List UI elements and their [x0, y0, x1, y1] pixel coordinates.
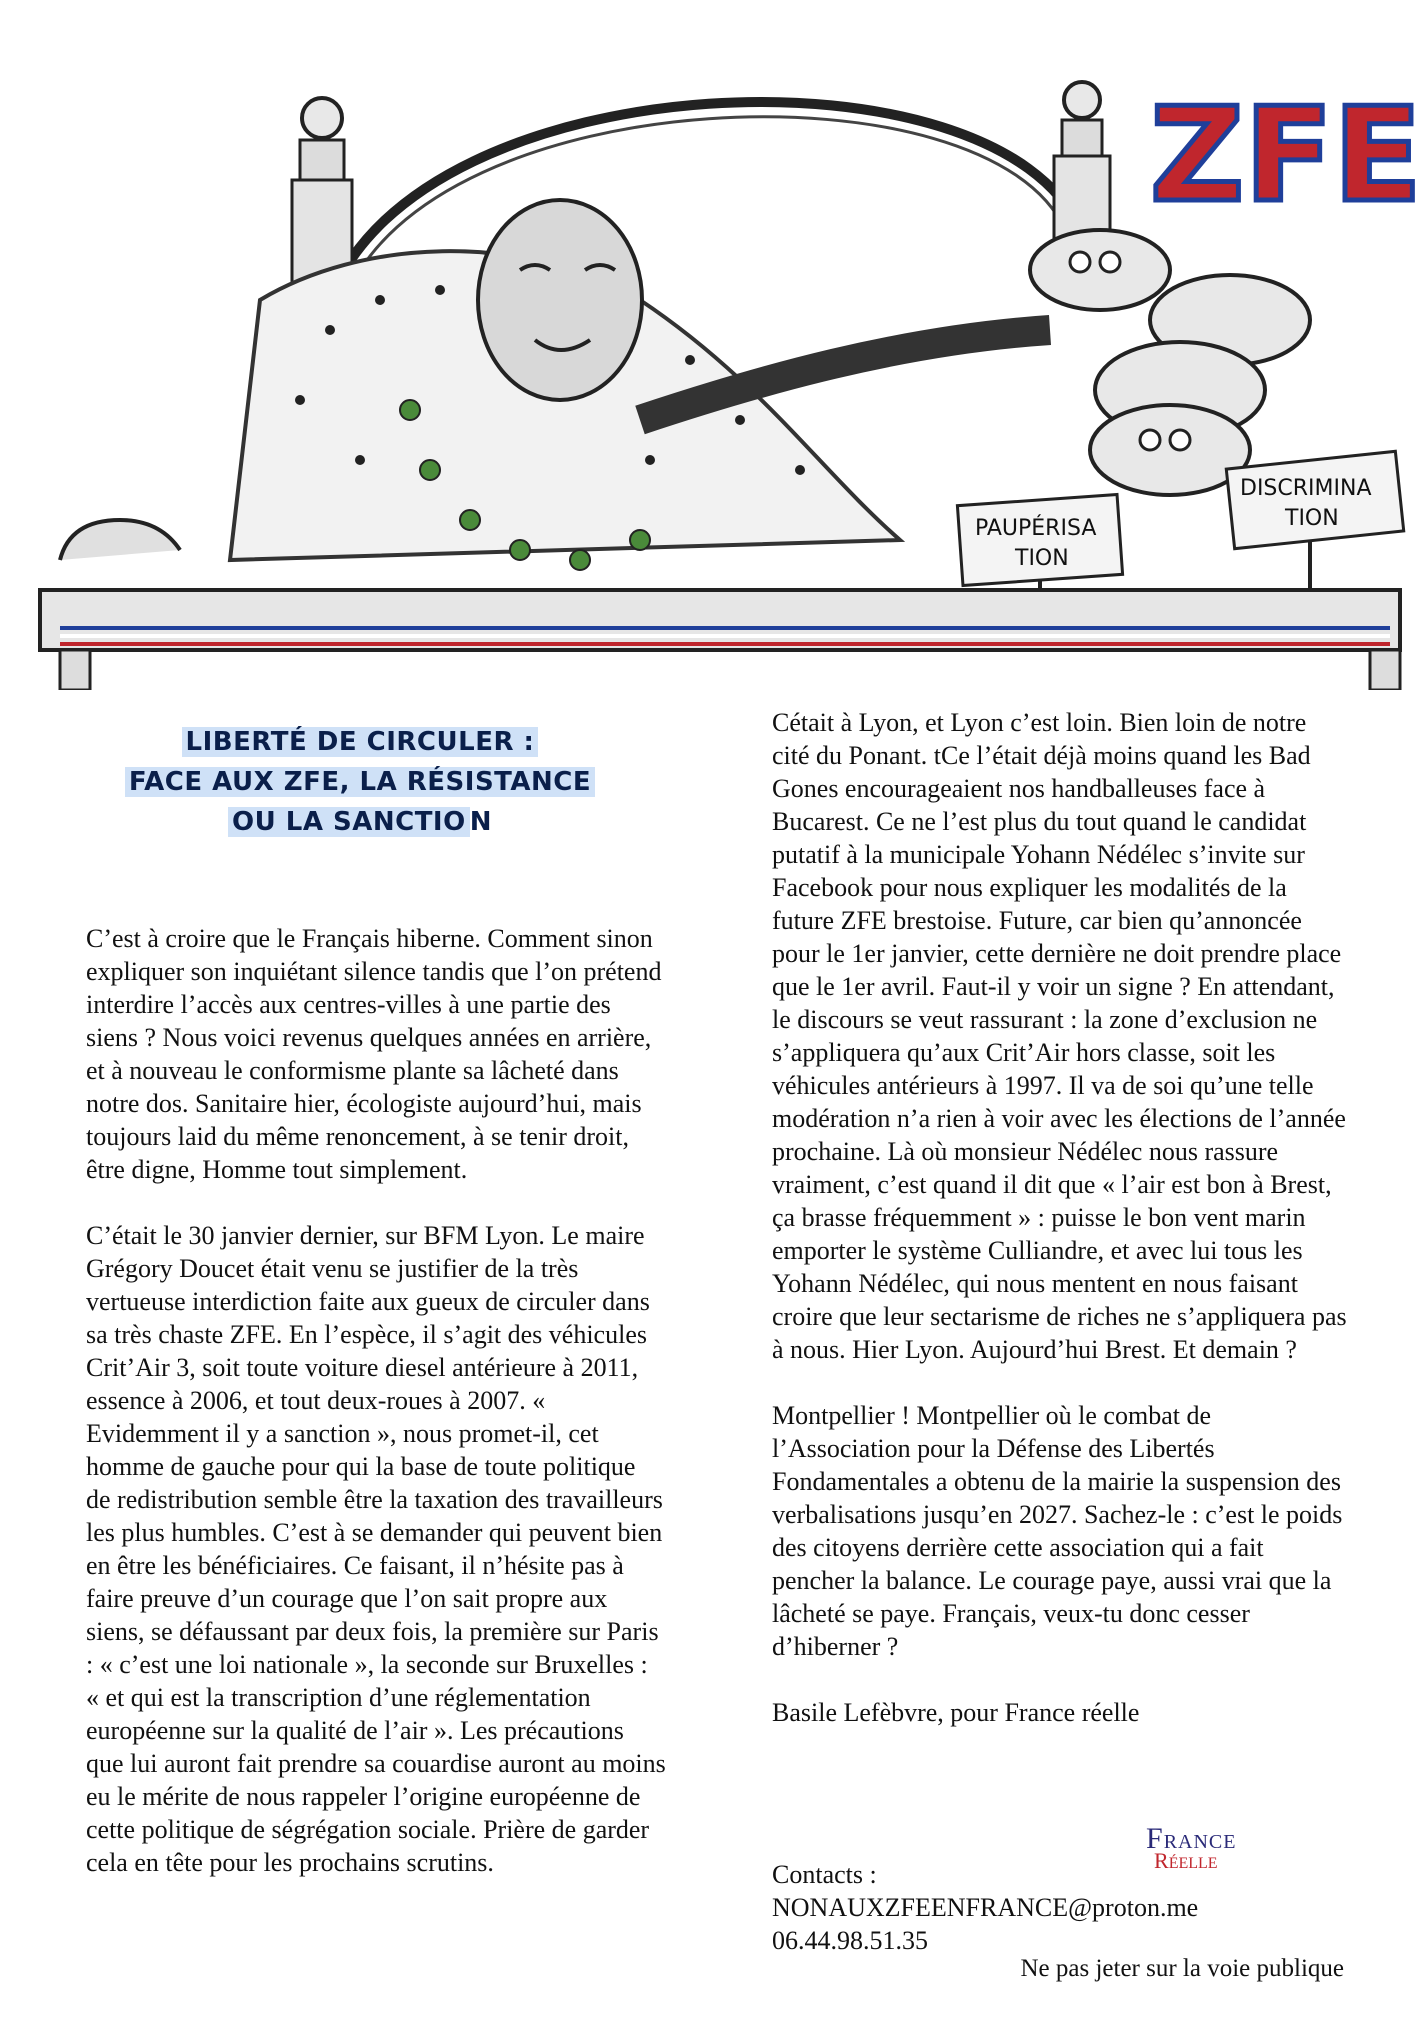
paragraph: C’était le 30 janvier dernier, sur BFM Lyon. Le maire Grégory Doucet était venu se justifier de la très vertueuse interdiction faite aux gueux de circuler dans sa très chaste ZFE. En l’espèce, il s’agit des véhicules Crit’Air 3, soit toute voiture diesel antérieure à 2011, essence à 2006, et tout deux-roues à 2007. « Evidemment il y a sanction », nous promet-il, cet homme de gauche pour qui la base de toute politique de redistribution semble être la taxation des travailleurs les plus humbles. C’est à se demander qui peuvent bien en être les bénéficiaires. Ce faisant, il n’hésite pas à faire preuve d’un courage que l’on sait propre aux siens, se défaussant par deux fois, la première sur Paris : « c’est une loi nationale », la seconde sur Bruxelles : « et qui est la transcription d’une réglementation européenne sur la qualité de l’air ». Les précautions que lui auront fait prendre sa couardise auront au moins eu le mérite de nous rappeler l’origine européenne de cette politique de ségrégation sociale. Prière de garder cela en tête pour les prochains scrutins. [86, 1221, 666, 1877]
title-line-3-end: N [469, 807, 492, 837]
article-title [100, 722, 620, 842]
france-reelle-logo: FRANCE RÉELLE [1146, 1822, 1237, 1873]
contacts-block [772, 1858, 1332, 1957]
contacts-label: Contacts : [772, 1860, 877, 1889]
zfe-letters: ZFE [1150, 79, 1422, 231]
title-line-1: LIBERTÉ DE CIRCULER : [182, 727, 539, 757]
signature: Basile Lefèbvre, pour France réelle [772, 1698, 1140, 1727]
contact-email: NONAUXZFEENFRANCE@proton.me [772, 1893, 1199, 1922]
discrimination-sign [1226, 451, 1403, 600]
svg-text:TION: TION [1285, 506, 1339, 531]
title-line-3: OU LA SANCTIO [228, 807, 470, 837]
left-column [86, 922, 666, 1912]
svg-text:PAUPÉRISA: PAUPÉRISA [975, 516, 1097, 541]
footboard [40, 590, 1400, 650]
zfe-sign [1150, 79, 1422, 231]
mayor-head [478, 200, 642, 400]
cartoon-illustration [0, 0, 1428, 690]
left-hand [60, 520, 180, 560]
paragraph: C’est à croire que le Français hiberne. Comment sinon expliquer son inquiétant silence tandis que l’on prétend interdire l’accès aux centres-villes à une partie des siens ? Nous voici revenus quelques années en arrière, et à nouveau le conformisme plante sa lâcheté dans notre dos. Sanitaire hier, écologiste aujourd’hui, mais toujours laid du même renoncement, à se tenir droit, être digne, Homme tout simplement. [86, 924, 662, 1184]
svg-text:TION: TION [1015, 546, 1069, 571]
svg-text:DISCRIMINA: DISCRIMINA [1240, 476, 1372, 501]
contact-phone: 06.44.98.51.35 [772, 1926, 928, 1955]
footer-note: Ne pas jeter sur la voie publique [1020, 1955, 1344, 1982]
right-column [772, 706, 1348, 1762]
title-line-2: FACE AUX ZFE, LA RÉSISTANCE [125, 767, 595, 797]
paragraph: Cétait à Lyon, et Lyon c’est loin. Bien loin de notre cité du Ponant. tCe l’était déjà moins quand les Bad Gones encourageaient nos handballeuses face à Bucarest. Ce ne l’est plus du tout quand le candidat putatif à la municipale Yohann Nédélec s’invite sur Facebook pour nous expliquer les modalités de la future ZFE brestoise. Future, car bien qu’annoncée pour le 1er janvier, cette dernière ne doit prendre place que le 1er avril. Faut-il y voir un signe ? En attendant, le discours se veut rassurant : la zone d’exclusion ne s’appliquera qu’aux Crit’Air hors classe, soit les véhicules antérieurs à 1997. Il va de soi qu’une telle modération n’a rien à voir avec les élections de l’année prochaine. Là où monsieur Nédélec nous rassure vraiment, c’est quand il dit que « l’air est bon à Brest, ça brasse fréquemment » : puisse le bon vent marin emporter le système Culliandre, et avec lui tous les Yohann Nédélec, qui nous mentent en nous faisant croire que leur sectarisme de riches ne s’appliquera pas à nous. Hier Lyon. Aujourd’hui Brest. Et demain ? [772, 708, 1347, 1364]
paragraph: Montpellier ! Montpellier où le combat de l’Association pour la Défense des Libertés Fondamentales a obtenu de la mairie la suspension des verbalisations jusqu’en 2027. Sachez-le : c’est le poids des citoyens derrière cette association qui a fait pencher la balance. Le courage paye, aussi vrai que la lâcheté se paye. Français, veux-tu donc cesser d’hiberner ? [772, 1401, 1343, 1661]
